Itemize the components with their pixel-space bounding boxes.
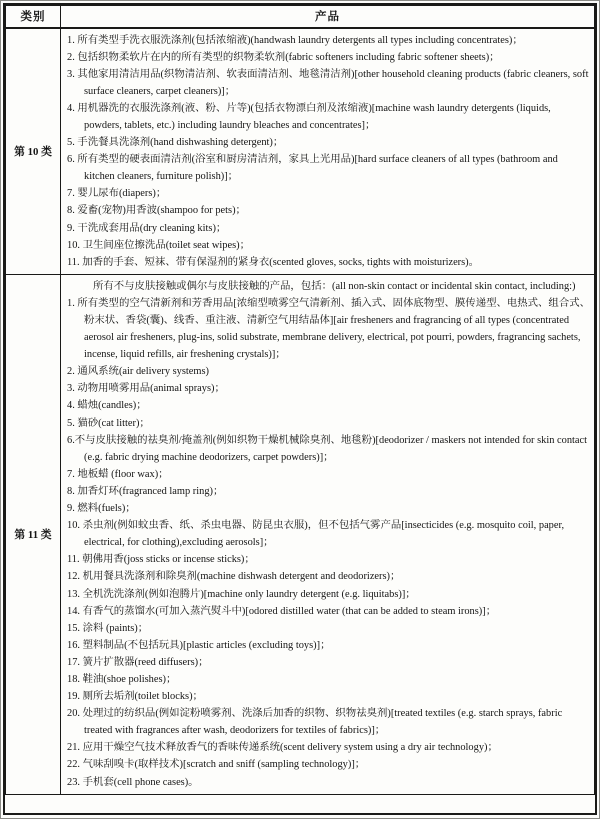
products-cell [61, 28, 595, 275]
product-item: 2. 通风系统(air delivery systems) [67, 366, 209, 378]
product-item: 7. 地板蜡 (floor wax)； [67, 468, 169, 480]
product-item: 8. 加香灯环(fragranced lamp ring)； [67, 485, 224, 497]
table-body [6, 28, 595, 795]
category-label: 第 10 类 [6, 28, 61, 275]
product-item: 5. 猫砂(cat litter)； [67, 417, 150, 429]
classification-table [5, 5, 595, 795]
product-item: 5. 手洗餐具洗涤剂(hand dishwashing detergent)； [67, 137, 284, 149]
table-row [6, 274, 595, 794]
product-item: 14. 有香气的蒸馏水(可加入蒸汽熨斗中)[odored distilled water (that can be added to steam irons)]； [67, 605, 497, 617]
product-item: 13. 全机洗洗涤剂(例如泡腾片)[machine only laundry detergent (e.g. liquitabs)]； [67, 588, 416, 600]
table-header [6, 6, 595, 28]
product-item: 4. 蜡烛(candles)； [67, 400, 147, 412]
product-item: 9. 燃料(fuels)； [67, 503, 136, 515]
product-item: 10. 杀虫剂(例如蚊虫香、纸、杀虫电器、防昆虫衣服)，但不包括气雾产品[insecticides (e.g. mosquito coil, paper, electrical, for clothing),excluding aerosols]； [67, 520, 565, 549]
product-item: 16. 塑料制品(不包括玩具)[plastic articles (excluding toys)]； [67, 639, 331, 651]
category-label: 第 11 类 [6, 274, 61, 794]
column-header-products: 产品 [61, 6, 595, 28]
product-item: 18. 鞋油(shoe polishes)； [67, 673, 177, 685]
header-row [6, 6, 595, 28]
product-item: 17. 簧片扩散器(reed diffusers)； [67, 656, 209, 668]
product-item: 2. 包括织物柔软片在内的所有类型的织物柔软剂(fabric softeners including fabric softener sheets)； [67, 51, 500, 63]
product-item: 6. 所有类型的硬表面清洁剂(浴室和厨房清洁剂，家具上光用品)[hard surface cleaners of all types (bathroom and kitchen cleaners, furniture polish)]； [67, 154, 558, 183]
classification-table-frame [3, 3, 597, 815]
product-item: 23. 手机套(cell phone cases)。 [67, 776, 199, 788]
product-item: 6.不与皮肤接触的祛臭剂/掩盖剂(例如织物干燥机械除臭剂、地毯粉)[deodorizer / maskers not intended for skin contact (e.g. fabric drying machine deodorizers, carpet powders)]； [67, 434, 588, 463]
product-item: 8. 爱畜(宠物)用香波(shampoo for pets)； [67, 205, 246, 217]
product-item: 15. 涂料 (paints)； [67, 622, 149, 634]
product-item: 3. 其他家用清洁用品(织物清洁剂、软表面清洁剂、地毯清洁剂)[other household cleaning products (fabric cleaners, soft surface cleaners, carpet cleaners)]； [67, 68, 589, 97]
product-item: 11. 加香的手套、短袜、带有保湿剂的紧身衣(scented gloves, socks, tights with moisturizers)。 [67, 256, 480, 268]
product-item: 3. 动物用喷雾用品(animal sprays)； [67, 383, 225, 395]
product-item: 11. 朝佛用香(joss sticks or incense sticks)； [67, 554, 255, 566]
product-item: 4. 用机器洗的衣服洗涤剂(液、粉、片等)(包括衣物漂白剂及浓缩液)[machine wash laundry detergents (liquids, powders, tablets, etc.) including laundry bleaches and concentrates]； [67, 102, 551, 131]
product-item: 19. 厕所去垢剂(toilet blocks)； [67, 691, 203, 703]
column-header-category: 类别 [6, 6, 61, 28]
product-item: 7. 婴儿尿布(diapers)； [67, 188, 167, 200]
product-item: 20. 处理过的纺织品(例如淀粉喷雾剂、洗涤后加香的织物、织物祛臭剂)[treated textiles (e.g. starch sprays, fabric treated with fragrances after wash, deodorizers for textiles of fabrics)]； [67, 708, 563, 737]
product-item: 1. 所有类型的空气清新剂和芳香用品[浓缩型喷雾空气清新剂、插入式、固体底物型、膜传递型、电热式、组合式、粉末状、香袋(囊)、线香、重注液、清新空气用结晶体][air fresheners and fragrancing of all types (concentrated aerosol air fresheners, plug-ins, solid substrate, membrane delivery, electrical, pot pourri, powders, fragrancing sachets, incense, liquid refills, air freshening crystals)]； [67, 297, 590, 361]
products-cell [61, 274, 595, 794]
product-item: 1. 所有类型手洗衣服洗涤剂(包括浓缩液)(handwash laundry detergents all types including concentrates)； [67, 34, 523, 46]
product-item: 21. 应用干燥空气技术释放香气的香味传递系统(scent delivery system using a dry air technology)； [67, 742, 498, 754]
product-item: 22. 气味刮嗅卡(取样技术)[scratch and sniff (sampling technology)]； [67, 759, 366, 771]
product-item: 12. 机用餐具洗涤剂和除臭剂(machine dishwash detergent and deodorizers)； [67, 571, 401, 583]
product-item: 10. 卫生间座位擦洗品(toilet seat wipes)； [67, 239, 250, 251]
table-row [6, 28, 595, 275]
row-intro: 所有不与皮肤接触或偶尔与皮肤接触的产品，包括：(all non-skin contact or incidental skin contact, including:) [93, 280, 576, 292]
product-item: 9. 干洗成套用品(dry cleaning kits)； [67, 222, 227, 234]
